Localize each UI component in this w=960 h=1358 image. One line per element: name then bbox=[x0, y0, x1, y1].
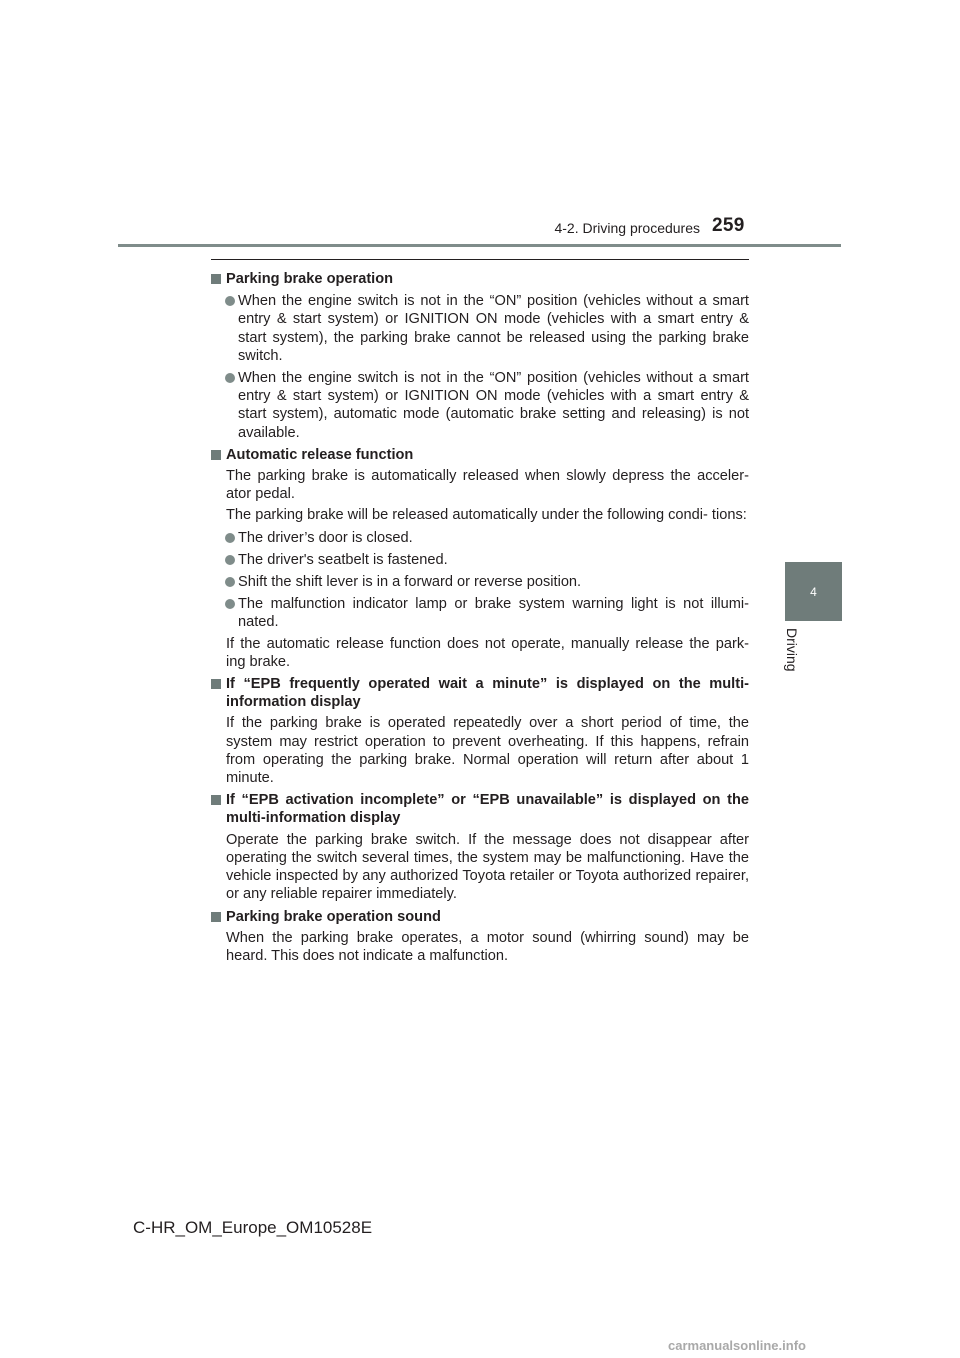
paragraph bbox=[211, 831, 749, 904]
paragraph-text: If the parking brake is operated repeatedly over a short period of time, the system may restrict operation to prevent overheating. If this happens, refrain from operating the parking brake. Normal operation will return after about 1 minute. bbox=[226, 715, 749, 787]
square-bullet-icon bbox=[211, 450, 221, 460]
topic-section bbox=[211, 908, 749, 966]
bullet-item bbox=[211, 369, 749, 442]
square-bullet-icon bbox=[211, 679, 221, 689]
paragraph bbox=[211, 635, 749, 671]
bullet-item bbox=[211, 292, 749, 365]
topic-heading-text: Automatic release function bbox=[226, 446, 414, 463]
paragraph-text: The parking brake is automatically released when slowly depress the acceler- ator pedal. bbox=[226, 468, 749, 503]
topic-heading-text: If “EPB activation incomplete” or “EPB unavailable” is displayed on the multi-information display bbox=[226, 792, 749, 827]
bullet-text: The malfunction indicator lamp or brake system warning light is not illumi- nated. bbox=[238, 596, 749, 631]
topic-heading bbox=[211, 675, 749, 711]
bullet-text: Shift the shift lever is in a forward or reverse position. bbox=[238, 574, 582, 591]
circle-bullet-icon bbox=[225, 555, 235, 565]
paragraph-text: The parking brake will be released automatically under the following condi- tions: bbox=[226, 507, 747, 524]
bullet-item bbox=[211, 595, 749, 631]
bullet-text: The driver’s door is closed. bbox=[238, 529, 413, 546]
page-number: 259 bbox=[712, 215, 745, 236]
topic-heading bbox=[211, 791, 749, 827]
header-rule bbox=[118, 244, 841, 247]
document-code: C-HR_OM_Europe_OM10528E bbox=[133, 1218, 373, 1237]
topic-section bbox=[211, 675, 749, 787]
bullet-item bbox=[211, 529, 749, 547]
bullet-text: When the engine switch is not in the “ON” position (vehicles without a smart entry & start system) or IGNITION ON mode (vehicles with a smart entry & start system), automatic mode (automatic brake setting and releasing) is not available. bbox=[238, 370, 749, 441]
paragraph-text: Operate the parking brake switch. If the message does not disappear after operating the switch several times, the system may be malfunctioning. Have the vehicle inspected by any authorized Toyota retailer or Toyota authorized repairer, or any reliable repairer immediately. bbox=[226, 831, 749, 903]
bullet-item bbox=[211, 551, 749, 569]
chapter-number: 4 bbox=[810, 584, 817, 599]
square-bullet-icon bbox=[211, 274, 221, 284]
topic-heading bbox=[211, 908, 749, 926]
topic-section bbox=[211, 270, 749, 442]
topic-section bbox=[211, 446, 749, 671]
circle-bullet-icon bbox=[225, 577, 235, 587]
topic-heading-text: Parking brake operation sound bbox=[226, 908, 441, 925]
topic-section bbox=[211, 791, 749, 903]
paragraph bbox=[211, 467, 749, 503]
content-body bbox=[211, 266, 749, 965]
content-rule bbox=[211, 259, 749, 260]
watermark: carmanualsonline.info bbox=[668, 1338, 806, 1353]
paragraph bbox=[211, 506, 749, 524]
topic-heading-text: Parking brake operation bbox=[226, 271, 394, 287]
circle-bullet-icon bbox=[225, 373, 235, 383]
topic-heading-text: If “EPB frequently operated wait a minute” is displayed on the multi- information display bbox=[226, 676, 749, 711]
topic-heading bbox=[211, 270, 749, 288]
circle-bullet-icon bbox=[225, 533, 235, 543]
section-title: 4-2. Driving procedures bbox=[554, 220, 700, 236]
topic-heading bbox=[211, 446, 749, 464]
paragraph-text: When the parking brake operates, a motor sound (whirring sound) may be heard. This does not indicate a malfunction. bbox=[226, 929, 749, 964]
paragraph bbox=[211, 929, 749, 965]
circle-bullet-icon bbox=[225, 599, 235, 609]
square-bullet-icon bbox=[211, 912, 221, 922]
bullet-item bbox=[211, 573, 749, 591]
chapter-tab bbox=[785, 562, 842, 621]
bullet-text: The driver's seatbelt is fastened. bbox=[238, 551, 448, 568]
paragraph-text: If the automatic release function does not operate, manually release the park- ing brake. bbox=[226, 635, 749, 670]
chapter-label: Driving bbox=[784, 628, 800, 672]
square-bullet-icon bbox=[211, 795, 221, 805]
paragraph bbox=[211, 714, 749, 787]
bullet-text: When the engine switch is not in the “ON” position (vehicles without a smart entry & start system) or IGNITION ON mode (vehicles with a smart entry & start system), the parking brake cannot be released using the parking brake switch. bbox=[238, 293, 749, 364]
circle-bullet-icon bbox=[225, 296, 235, 306]
